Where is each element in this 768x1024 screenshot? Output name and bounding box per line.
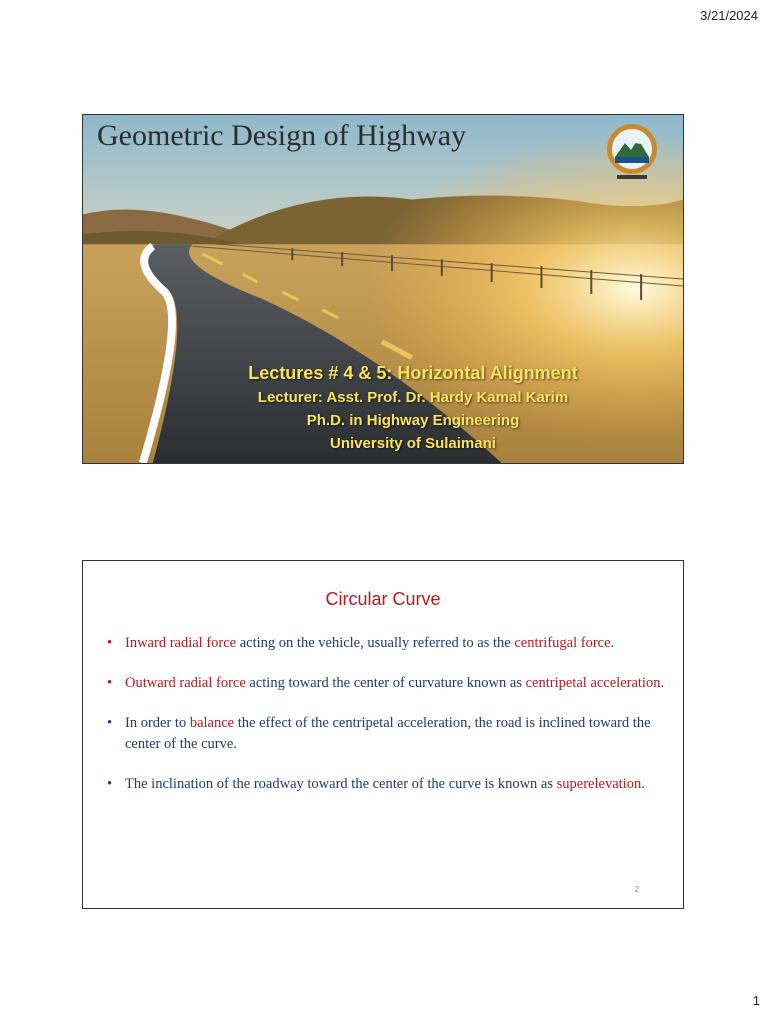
list-item: • The inclination of the roadway toward the center of the curve is known as superelevation. [107, 774, 673, 795]
slide-heading: Circular Curve [325, 589, 441, 609]
lecture-title: Lectures # 4 & 5: Horizontal Alignment [248, 363, 578, 383]
lecturer-name: Lecturer: Asst. Prof. Dr. Hardy Kamal Karim [257, 389, 569, 406]
content-slide [82, 560, 684, 909]
page-date: 3/21/2024 [700, 8, 758, 23]
bullet-list [107, 633, 673, 814]
bullet-icon: • [107, 715, 113, 731]
bullet-icon: • [107, 776, 113, 792]
university-logo-icon [603, 123, 661, 183]
lecture-info [213, 363, 613, 458]
page-number: 1 [752, 993, 760, 1008]
lecturer-degree: Ph.D. in Highway Engineering [306, 412, 520, 429]
list-item: • Outward radial force acting toward the center of curvature known as centripetal acceleration. [107, 673, 673, 694]
slide-title: Geometric Design of Highway [97, 119, 467, 152]
list-item: • Inward radial force acting on the vehicle, usually referred to as the centrifugal force. [107, 633, 673, 654]
bullet-icon: • [107, 635, 113, 651]
list-item: • In order to balance the effect of the centripetal acceleration, the road is inclined toward the center of the curve. [107, 715, 651, 752]
slide-number: 2 [634, 885, 639, 894]
title-slide [82, 114, 684, 464]
bullet-icon: • [107, 675, 113, 691]
university-name: University of Sulaimani [330, 435, 496, 452]
